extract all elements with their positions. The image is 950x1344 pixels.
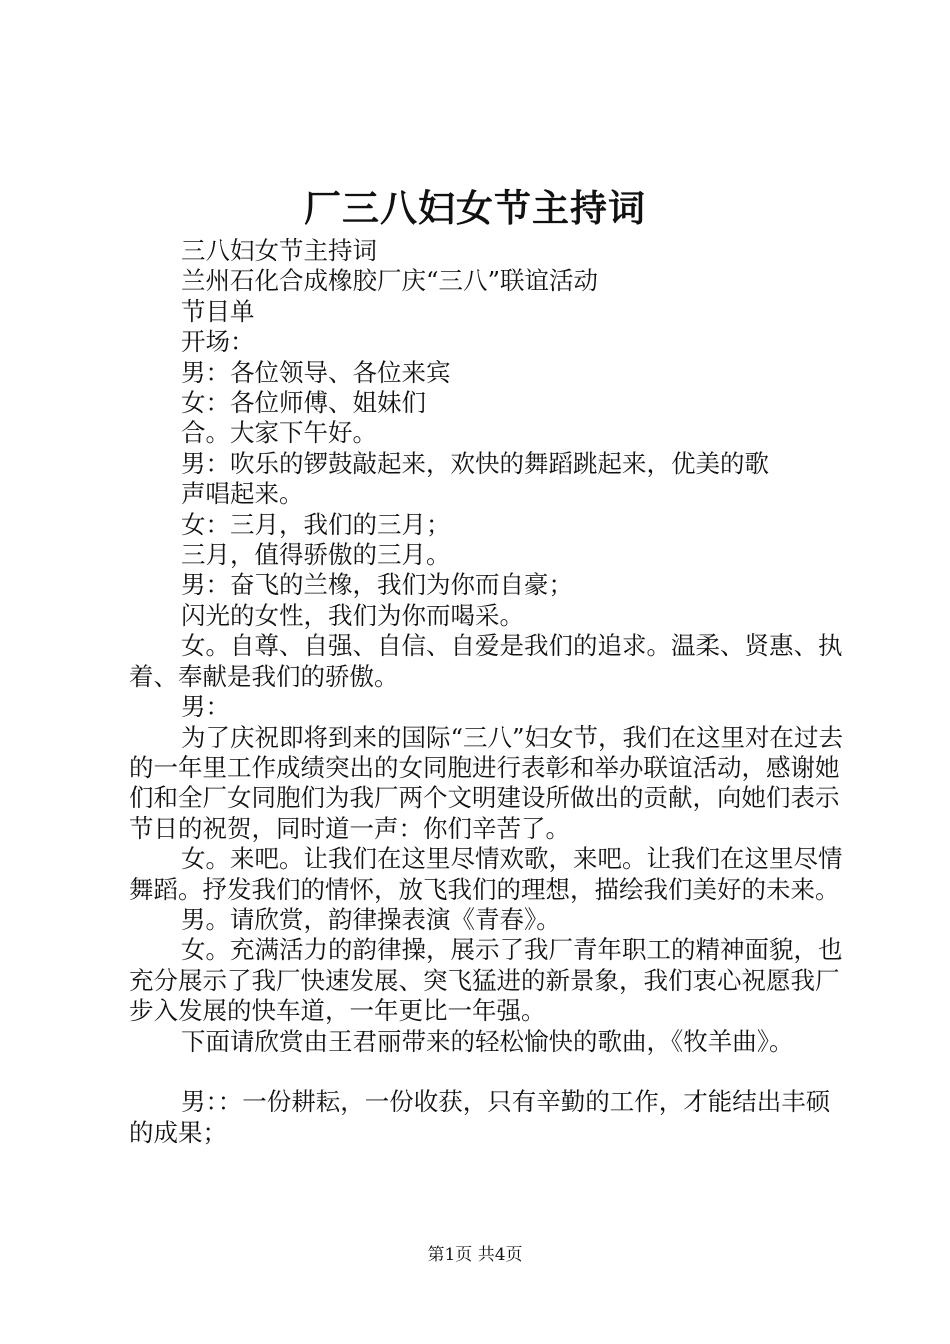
paragraph: 女。来吧。让我们在这里尽情欢歌，来吧。让我们在这里尽情舞蹈。抒发我们的情怀，放飞我们的理想，描绘我们美好的未来。 (129, 844, 843, 904)
page-footer: 第1页 共4页 (427, 1245, 523, 1265)
paragraph: 男：奋飞的兰橡，我们为你而自豪； (181, 570, 573, 600)
paragraph: 为了庆祝即将到来的国际“三八”妇女节，我们在这里对在过去的一年里工作成绩突出的女同胞进行表彰和举办联谊活动，感谢她们和全厂女同胞们为我厂两个文明建设所做出的贡献，向她们表示节日的祝贺，同时道一声：你们辛苦了。 (129, 722, 844, 843)
paragraph: 男：：一份耕耘，一份收获，只有辛勤的工作，才能结出丰硕的成果； (129, 1087, 831, 1147)
blank-paragraph (129, 1057, 849, 1087)
paragraph: 闪光的女性，我们为你而喝采。 (181, 600, 524, 630)
paragraph: 男。请欣赏，韵律操表演《青春》。 (181, 904, 561, 934)
paragraph: 三月，值得骄傲的三月。 (181, 540, 451, 570)
paragraph: 男：各位领导、各位来宾 (181, 357, 451, 387)
paragraph: 女：三月，我们的三月； (181, 509, 451, 539)
paragraph: 女。自尊、自强、自信、自爱是我们的追求。温柔、贤惠、执着、奉献是我们的骄傲。 (129, 631, 843, 691)
document-title: 厂三八妇女节主持词 (304, 186, 646, 230)
paragraph: 声唱起来。 (181, 479, 304, 509)
paragraph: 下面请欣赏由王君丽带来的轻松愉快的歌曲，《牧羊曲》。 (181, 1026, 794, 1056)
paragraph: 节目单 (181, 296, 255, 326)
paragraph: 三八妇女节主持词 (181, 236, 377, 265)
paragraph: 女。充满活力的韵律操，展示了我厂青年职工的精神面貌，也充分展示了我厂快速发展、突飞猛进的新景象，我们衷心祝愿我厂步入发展的快车道，一年更比一年强。 (129, 935, 843, 1026)
paragraph: 男：吹乐的锣鼓敲起来，欢快的舞蹈跳起来，优美的歌 (181, 448, 769, 478)
paragraph: 兰州石化合成橡胶厂庆“三八”联谊活动 (181, 266, 599, 296)
paragraph: 合。大家下午好。 (181, 418, 377, 448)
paragraph: 男： (181, 692, 230, 722)
paragraph: 女：各位师傅、姐妹们 (181, 388, 426, 418)
paragraph: 开场： (181, 327, 255, 357)
document-body (129, 236, 849, 1148)
